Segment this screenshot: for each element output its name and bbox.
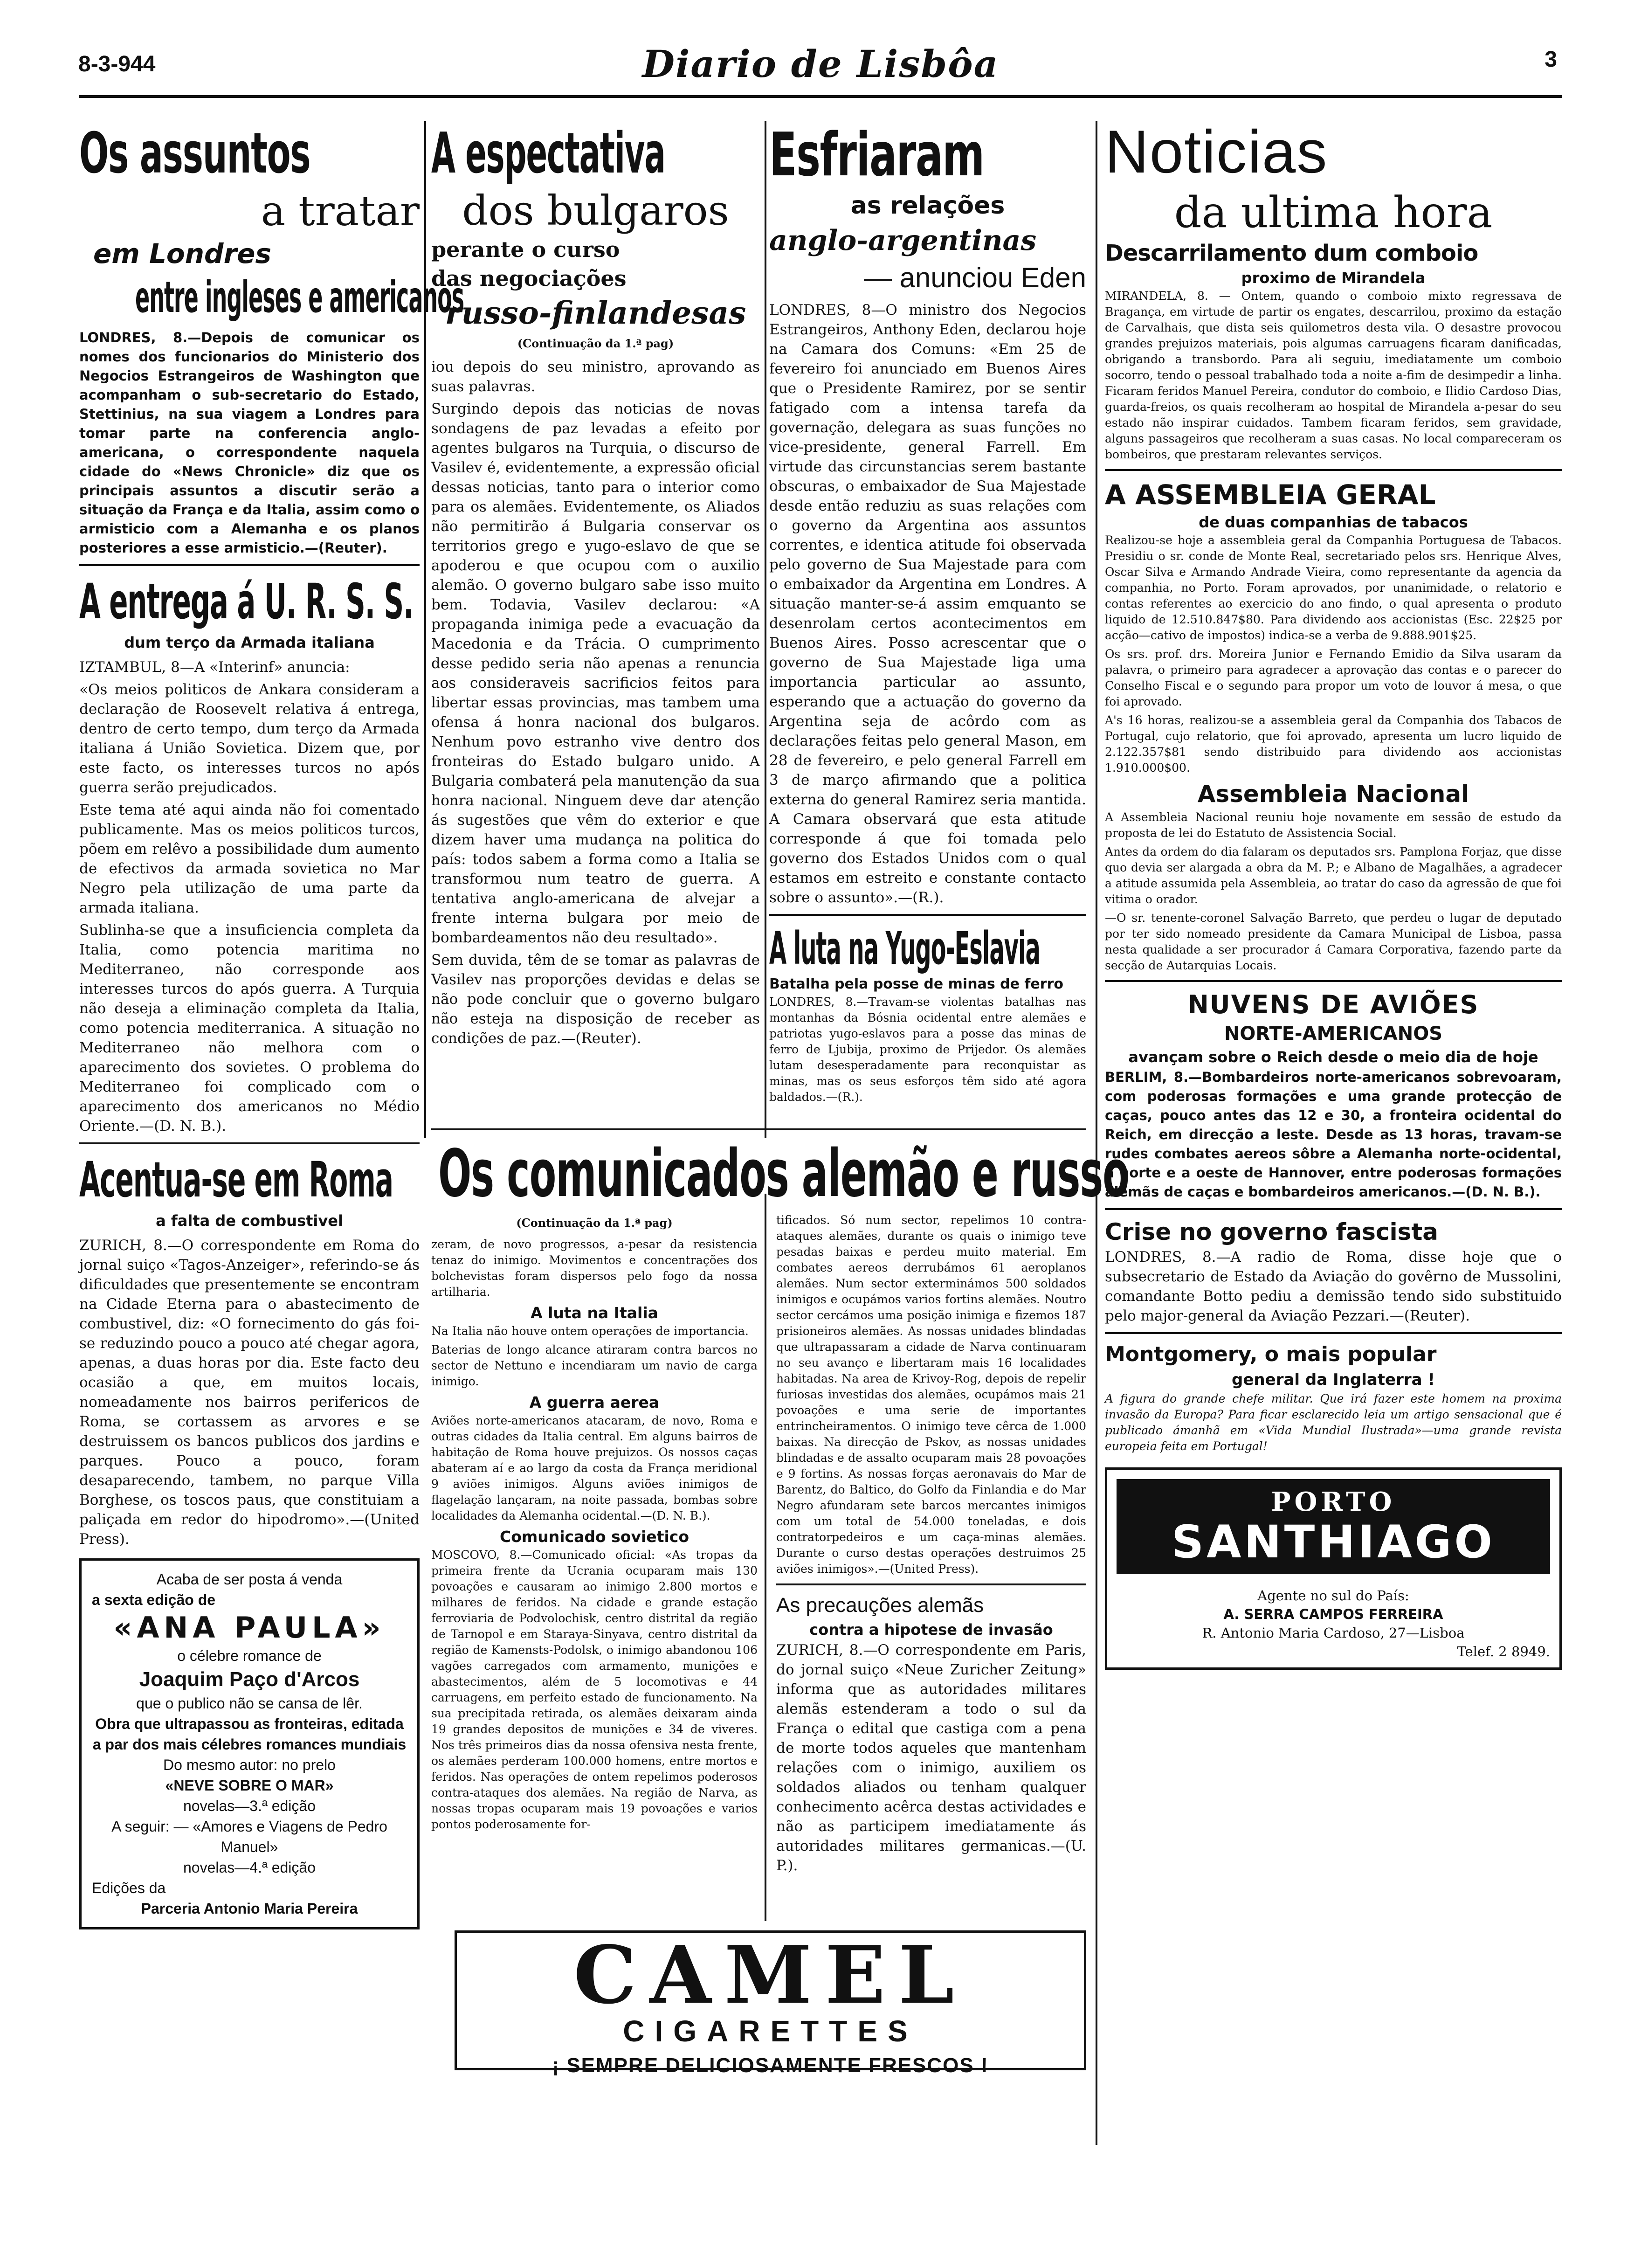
section-heading: As precauções alemãs	[776, 1594, 984, 1617]
divider	[776, 1583, 1086, 1585]
divider	[79, 564, 420, 566]
ad-line: que o publico não se cansa de lêr.	[136, 1695, 363, 1712]
news-body: A figura do grande chefe militar. Que irá fazer este homem na proxima invasão da Europa? Para ficar esclarecido leia um artigo sensacional que é publicado ámanhã em «Vida Mundial Ilustrada»—uma grande revista europeia feita em Portugal!	[1105, 1392, 1562, 1453]
divider	[769, 914, 1086, 916]
advertisement-camel	[455, 1929, 1086, 2077]
headline: Noticias	[1105, 118, 1328, 186]
subheadline: Batalha pela posse de minas de ferro	[769, 976, 1063, 992]
comunicados-right	[776, 1212, 1086, 1926]
news-descarrilamento	[1105, 239, 1562, 463]
porto-logo-block	[1117, 1479, 1550, 1574]
article-body: ZURICH, 8.—O correspondente em Roma do jornal suiço «Tagos-Anzeiger», referindo-se ás dificuldades que presentemente se encontram na Cidade Eterna para o abastecimento de combustivel, diz: «O fornecimento do gás foi-se reduzindo pouco a pouco até chegar agora, apenas, a duas horas por dia. Este facto deu ocasião a que, em muitos locais, nomeadamente nos bairros perifericos de Roma, se cortassem as arvores e se destruissem os bancos publicos dos jardins e parques. Pouco a pouco, foram desaparecendo, tambem, no parque Villa Borghese, os toscos paus, que constituiam a paliçada em redor do hipodromo».—(United Press).	[79, 1237, 420, 1548]
headline-line-2: dos bulgaros	[462, 187, 729, 235]
paragraph: Surgindo depois das noticias de novas sondagens de paz levadas a efeito por agentes bulgaros na Turquia, o discurso de Vasilev é, evidentemente, a expressão oficial dessas noticias, tanto para o interior como para os alemães. Evidentemente, os Aliados não permitirão á Bulgaria conservar os territorios grego e yugo-eslavo de que se apoderou e que ocupou com o auxilio alemão. O governo bulgaro sabe isso muito bem. Todavia, Vasilev declarou: «A propaganda inimiga pede a evacuação da Macedonia e da Trácia. O cumprimento desse pedido seria não apenas a renuncia aos consideraveis sacrificios feitos para libertar essas provincias, mas tambem uma ofensa á honra nacional dos bulgaros. Nenhum povo estranho vive dentro dos fronteiras do Estado bulgaro unido. A Bulgaria combaterá pela manutenção da sua honra nacional. Ninguem deve dar atenção ás sugestões que vêm do exterior e que dizem haver uma mudança na politica do país: todos sabem a forma como a Italia se transformou num teatro de guerra. A tentativa anglo-americana de alvejar a frente interna bulgara por meio de bombardeamentos não deu resultado».	[431, 401, 760, 946]
subheadline: a falta de combustivel	[156, 1212, 343, 1230]
ad-line: Obra que ultrapassou as fronteiras, editada a par dos mais célebres romances mundiais	[92, 1715, 407, 1753]
paragraph: Sem duvida, têm de se tomar as palavras de Vasilev nas proporções devidas e delas se não pode concluir que o governo bulgaro não esteja na disposição de receber as condições de paz.—(Reuter).	[431, 952, 760, 1047]
issue-date: 8-3-944	[78, 52, 156, 76]
masthead-rule	[79, 95, 1562, 98]
ad-line: Acaba de ser posta á venda	[156, 1571, 343, 1588]
news-body: LONDRES, 8.—A radio de Roma, disse hoje que o subsecretario de Estado da Aviação do govêrno de Mussolini, comandante Botto pediu a demissão tendo sido substituido pelo major-general da Aviação Pezzari.—(Reuter).	[1105, 1249, 1562, 1324]
ad-line: o célebre romance de	[177, 1647, 322, 1664]
divider	[1105, 1332, 1562, 1334]
column-4	[1105, 103, 1562, 2145]
news-crise-governo	[1105, 1217, 1562, 1326]
paragraph: «Os meios politicos de Ankara consideram a declaração de Roosevelt relativa á entrega, dentro de certo tempo, dum terço da Armada italiana á União Sovietica. Dizem que, por este facto, os interesses turcos no após guerra serão prejudicados.	[79, 681, 420, 796]
comunicados-left	[431, 1212, 758, 1926]
news-headline: A ASSEMBLEIA GERAL	[1105, 479, 1436, 511]
ad-author: Joaquim Paço d'Arcos	[139, 1668, 360, 1691]
subheadline: dum terço da Armada italiana	[124, 634, 375, 651]
headline: Acentua-se em Roma	[79, 1151, 393, 1208]
paragraph: Realizou-se hoje a assembleia geral da Companhia Portuguesa de Tabacos. Presidiu o sr. conde de Monte Real, secretariado pelos srs. Henrique Alves, Oscar Silva e Armando Andrade Vieira, como representante da agencia da companhia, no Porto. Foram aprovados, por unanimidade, o relatorio e contas referentes ao exercicio do ano findo, o qual apresenta o produto liquido de 12.510.847$80. Para dividendo aos accionistas (Esc. 22$25 por acção—cativo de impostos) indica-se a verba de 9.888.901$25.	[1105, 533, 1562, 642]
ad-line: Do mesmo autor: no prelo	[163, 1756, 336, 1773]
headline: Os comunicados alemão e russo	[438, 1136, 1129, 1212]
agent-line: Agente no sul do País:	[1257, 1588, 1409, 1604]
paragraph: Aviões norte-americanos atacaram, de novo, Roma e outras cidades da Italia central. Em alguns bairros de habitação de Roma houve prejuizos. Os nossos caças abateram aí e ao largo da costa da França meridional 9 aviões inimigos. Alguns aviões inimigos de flagelação lançaram, na noite passada, bombas sobre localidades da Alemanha ocidental.—(D. N. B.).	[431, 1414, 758, 1522]
continuation-note: (Continuação da 1.ª pag)	[516, 1216, 673, 1230]
news-headline: Montgomery, o mais popular	[1105, 1342, 1437, 1366]
column-rule	[765, 1194, 766, 1921]
headline-line-2: da ultima hora	[1174, 187, 1493, 237]
camel-brand: CAMEL	[573, 1929, 967, 2022]
ad-line: A seguir: — «Amores e Viagens de Pedro Manuel»	[111, 1818, 387, 1855]
ad-book-title: «ANA PAULA»	[113, 1611, 386, 1645]
article-body: LONDRES, 8.—Depois de comunicar os nomes dos funcionarios do Ministerio dos Negocios Estrangeiros de Washington que acompanham o sub-secretario do Estado, Stettinius, na sua viagem a Londres para tomar parte na conferencia anglo-americana, o correspondente naquela cidade do «News Chronicle» diz que os principais assuntos a discutir serão a situação da França e da Italia, assim como o armisticio com a Alemanha e os planos posteriores a esse armisticio.—(Reuter).	[79, 330, 420, 556]
agent-name: A. SERRA CAMPOS FERREIRA	[1223, 1606, 1443, 1622]
ad-publisher: Parceria Antonio Maria Pereira	[141, 1900, 358, 1917]
camel-slogan: ¡ SEMPRE DELICIOSAMENTE FRESCOS !	[552, 2054, 989, 2077]
paragraph: A's 16 horas, realizou-se a assembleia geral da Companhia dos Tabacos de Portugal, cujo relatorio, que foi aprovado, apresenta um lucro liquido de 2.122.357$81 sendo distribuido para dividendo aos accionistas 1.910.000$00.	[1105, 713, 1562, 774]
news-subheadline: general da Inglaterra !	[1232, 1370, 1435, 1389]
camel-cigarettes: CIGARETTES	[623, 2014, 918, 2048]
headline-line-2: a tratar	[261, 187, 420, 235]
headline-line-4: entre ingleses e americanos	[135, 272, 464, 322]
ad-line: novelas—4.ª edição	[183, 1859, 316, 1876]
section-heading: A guerra aerea	[529, 1393, 660, 1411]
news-nuvens-avioes	[1105, 989, 1562, 1202]
headline: A luta na Yugo-Eslavia	[769, 922, 1040, 975]
article-body: LONDRES, 8—O ministro dos Negocios Estrangeiros, Anthony Eden, declarou hoje na Camara dos Comuns: «Em 25 de fevereiro foi anunciado em Buenos Aires que o Presidente Ramirez, por se sentir fatigado com a intensa tarefa da governação, delegara as suas funções no vice-presidente, general Farrell. Em virtude das circunstancias serem bastante obscuras, o embaixador de Sua Majestade desde então reduziu as suas relações com o governo da Argentina aos assuntos correntes, e identica atitude foi observada pelo governo de Sua Majestade para com o embaixador da Argentina em Londres. A situação manter-se-á assim emquanto se desenrolam certos acontecimentos em Buenos Aires. Posso acrescentar que o governo de Sua Majestade liga uma importancia particular ao assunto, esperando que a actuação do governo da Argentina seja de acôrdo com as declarações feitas pelo general Mason, em 28 de fevereiro, e pelo general Farrell em 3 de março afirmando que a politica externa do general Ramirez seria mantida. A Camara observará que esta atitude corresponde á que foi tomada pelo governo dos Estados Unidos com o qual estamos em estreito e constante contacto sobre o assunto».—(R.).	[769, 302, 1086, 906]
advertisement-ana-paula	[79, 1558, 420, 1929]
ad-line: novelas—3.ª edição	[183, 1798, 316, 1814]
divider	[1105, 980, 1562, 982]
article-luta-yugo-eslavia	[769, 922, 1086, 1105]
column-rule	[765, 121, 766, 1138]
paragraph: ZURICH, 8.—O correspondente em Paris, do jornal suiço «Neue Zuricher Zeitung» informa que as autoridades militares alemãs estenderam a todo o sul da França o edital que castiga com a pena de morte todos aqueles que mantenham relações com o inimigo, auxiliem os soldados aliados ou tenham qualquer conhecimento acêrca destas actividades e não as participem imediatamente ás autoridades militares germanicas.—(U. P.).	[776, 1642, 1086, 1874]
continuation-note: (Continuação da 1.ª pag)	[517, 337, 674, 350]
section-heading: Comunicado sovietico	[499, 1528, 689, 1546]
article-espectativa-bulgaros	[431, 121, 760, 1048]
column-1	[79, 103, 464, 2145]
news-subheadline: proximo de Mirandela	[1241, 269, 1426, 287]
article-body: LONDRES, 8.—Travam-se violentas batalhas nas montanhas da Bósnia ocidental entre alemães e patriotas yugo-eslavos para a posse das minas de ferro de Ljubija, proximo de Prijedor. Os alemães lutam desesperadamente para reconquistar as minas, mas os seus esforços têm sido até agora baldados.—(R.).	[769, 995, 1086, 1104]
paragraph: iou depois do seu ministro, aprovando as suas palavras.	[431, 359, 760, 395]
news-assembleia-geral	[1105, 477, 1562, 776]
divider	[79, 1142, 420, 1144]
ad-line: Edições da	[92, 1880, 166, 1896]
headline-line-2: as relações	[850, 192, 1005, 220]
headline-line-3: em Londres	[93, 238, 272, 270]
paragraph: Este tema até aqui ainda não foi comentado publicamente. Mas os meios politicos turcos, põem em relêvo a possibilidade dum aumento de efectivos da armada sovietica no Mar Negro pela utilização de uma parte da armada italiana.	[79, 802, 420, 916]
news-body: BERLIM, 8.—Bombardeiros norte-americanos sobrevoaram, com poderosas formações e uma grande protecção de caças, pouco antes das 12 e 30, a fronteira ocidental do Reich, em direcção a leste. Desde as 13 horas, travam-se rudes combates aereos sôbre a Alemanha norte-ocidental, a norte e a oeste de Hannover, entre poderosas formações alemãs de caças e bombardeiros americanos.—(D. N. B.).	[1105, 1069, 1562, 1200]
section-heading: A luta na Italia	[531, 1304, 658, 1322]
news-headline: Descarrilamento dum comboio	[1105, 240, 1478, 266]
ad-line: a sexta edição de	[92, 1591, 216, 1608]
headline: Os assuntos	[79, 121, 310, 186]
headline-line-3: anglo-argentinas	[769, 224, 1037, 257]
porto-label: PORTO	[1271, 1487, 1396, 1517]
paragraph: A Assembleia Nacional reuniu hoje novamente em sessão de estudo da proposta de lei do Estatuto de Assistencia Social.	[1105, 810, 1562, 840]
news-headline-line-2: NORTE-AMERICANOS	[1224, 1023, 1443, 1044]
article-esfriaram-relacoes	[769, 121, 1086, 907]
paragraph: Sublinha-se que a insuficiencia completa da Italia, como potencia maritima no Mediterraneo, não corresponde aos interesses turcos do após guerra. A Turquia não deseja a eliminação completa da Italia, como potencia mediterranica. A situação no Mediterraneo não melhora com o aparecimento dos sovietes. O problema do Mediterraneo foi complicado com o aparecimento dos americanos no Médio Oriente.—(D. N. B.).	[79, 922, 420, 1134]
headline: Esfriaram	[769, 120, 984, 190]
article-assuntos-londres	[79, 121, 464, 558]
news-montgomery	[1105, 1341, 1562, 1454]
article-acentua-se-roma	[79, 1151, 420, 1549]
headline-line-5: russo-finlandesas	[445, 295, 746, 331]
paragraph: zeram, de novo progressos, a-pesar da resistencia tenaz do inimigo. Movimentos e concentrações dos bolchevistas foram dispersos pelo fogo da nossa artilharia.	[431, 1238, 758, 1299]
divider	[1105, 469, 1562, 471]
paragraph: tificados. Só num sector, repelimos 10 contra-ataques alemães, durante os quais o inimigo teve pesadas baixas e perdeu muito material. Em combates aereos derrubámos 61 aeroplanos alemães. Num sector exterminámos 500 soldados inimigos e ocupámos varios fortins alemães. Noutro sector cercámos uma posição inimiga e fizemos 187 prisioneiros alemães. As nossas unidades blindadas que ultrapassaram a cidade de Narva continuaram no seu avanço e libertaram mais 16 localidades habitadas. Na area de Krivoy-Rog, depois de repelir furiosas investidas dos alemães, ocupámos mais 21 povoações e uma serie de importantes entrincheiramentos. O inimigo teve cêrca de 1.000 baixas. Na direcção de Pskov, as nossas unidades blindadas e de assalto ocuparam mais 28 povoações e 9 fortins. As nossas forças aeronavais do Mar de Barentz, do Baltico, do Golfo da Finlandia e do Mar Negro afundaram sete barcos mercantes inimigos com um total de 54.000 toneladas, e dois contratorpedeiros e um caça-minas alemães. Durante o curso destas operações destruimos 25 aviões inimigos».—(United Press).	[776, 1213, 1086, 1576]
paragraph: MOSCOVO, 8.—Comunicado oficial: «As tropas da primeira frente da Ucrania ocuparam mais 130 povoações e causaram ao inimigo 2.800 mortos e milhares de feridos. Na cidade e grande estação ferroviaria de Podvolochisk, centro distrital da região de Tarnopol e em Staraya-Sinyava, centro distrital da região de Kamensts-Podolsk, o inimigo abandonou 106 vagões carregados com armamento, munições e abastecimentos, além de 5 locomotivas e 44 carruagens, em perfeito estado de funcionamento. Na sua precipitada retirada, os alemães deixaram ainda 19 grandes depositos de munições e 34 de viveres. Nos três primeiros dias da nossa ofensiva nesta frente, os alemães perderam 100.000 homens, entre mortos e feridos. Nas operações de ontem repelimos poderosos contra-ataques dos alemães. Na região de Narva, as nossas tropas ocuparam mais 19 povoações e varios pontos poderosamente for-	[431, 1548, 758, 1831]
subheadline: contra a hipotese de invasão	[809, 1621, 1053, 1639]
page-number: 3	[1544, 47, 1557, 72]
headline-line-3: perante o curso	[431, 237, 620, 262]
paragraph: —O sr. tenente-coronel Salvação Barreto, que perdeu o lugar de deputado por ter sido nomeado presidente da Camara Municipal de Lisboa, passa nesta qualidade a ser procurador á Camara Corporativa, fazendo parte da secção de Autarquias Locais.	[1105, 911, 1562, 972]
newspaper-title: Diario de Lisbôa	[642, 42, 999, 86]
news-body: MIRANDELA, 8. — Ontem, quando o comboio mixto regressava de Bragança, em virtude de partir os engates, descarrilou, proximo da estação de Carvalhais, que dista seis quilometros desta vila. O desastre provocou grandes prejuizos materiais, pois algumas carruagens ficaram danificadas, obrigando a transbordo. Para ali seguiu, imediatamente um comboio socorro, tendo o pessoal trabalhado toda a noite a-fim de desimpedir a linha. Ficaram feridos Manuel Pereira, condutor do comboio, e Ilidio Cardoso Dias, guarda-freios, os quais recolheram ao hospital de Mirandela a-pesar do seu estado não inspirar cuidados. Tambem ficaram feridos, sem gravidade, alguns passageiros que recolheram a suas casas. No local compareceram os bombeiros, que prestaram relevantes serviços.	[1105, 289, 1562, 461]
news-headline: Assembleia Nacional	[1197, 781, 1469, 808]
agent-address: R. Antonio Maria Cardoso, 27—Lisboa	[1202, 1625, 1465, 1641]
news-subheadline: avançam sobre o Reich desde o meio dia de hoje	[1128, 1048, 1538, 1066]
headline: A espectativa	[431, 121, 665, 186]
divider	[431, 1128, 1086, 1130]
divider	[1105, 1208, 1562, 1210]
agent-phone: Telef. 2 8949.	[1457, 1644, 1550, 1660]
ad-line: «NEVE SOBRE O MAR»	[165, 1777, 334, 1794]
masthead	[0, 42, 1641, 89]
news-assembleia-nacional	[1105, 779, 1562, 974]
article-entrega-urss	[79, 573, 420, 1136]
paragraph: Os srs. prof. drs. Moreira Junior e Fernando Emidio da Silva usaram da palavra, o primeiro para agradecer a aprovação das contas e o parecer do Conselho Fiscal e o segundo para propor um voto de louvor á mesa, o que foi aprovado.	[1105, 647, 1562, 708]
news-headline: Crise no governo fascista	[1105, 1218, 1439, 1245]
column-rule	[1096, 121, 1097, 2145]
headline: A entrega á U. R. S. S.	[79, 573, 414, 630]
paragraph: Na Italia não houve ontem operações de importancia.	[431, 1324, 749, 1338]
news-subheadline: de duas companhias de tabacos	[1199, 513, 1468, 531]
santhiago-label: SANTHIAGO	[1171, 1516, 1496, 1568]
paragraph: IZTAMBUL, 8—A «Interinf» anuncia:	[79, 659, 350, 676]
news-headline: NUVENS DE AVIÕES	[1187, 990, 1479, 1019]
comunicados-headline-wrap	[438, 1136, 1129, 1212]
advertisement-porto-santhiago	[1105, 1467, 1562, 1670]
headline-line-4: das negociações	[431, 266, 627, 291]
paragraph: Baterias de longo alcance atiraram contra barcos no sector de Nettuno e incendiaram um navio de carga inimigo.	[431, 1343, 758, 1388]
paragraph: Antes da ordem do dia falaram os deputados srs. Pamplona Forjaz, que disse quo devia ser alargada a obra da M. P.; e Albano de Magalhães, a agradecer a atitude assumida pela Assembleia, ao tratar do caso da agressão de que foi vitima o orador.	[1105, 845, 1562, 906]
column-3	[769, 103, 1086, 1119]
porto-agent-info	[1107, 1583, 1559, 1667]
column-2	[431, 103, 760, 1119]
headline-line-4: — anunciou Eden	[863, 262, 1086, 293]
